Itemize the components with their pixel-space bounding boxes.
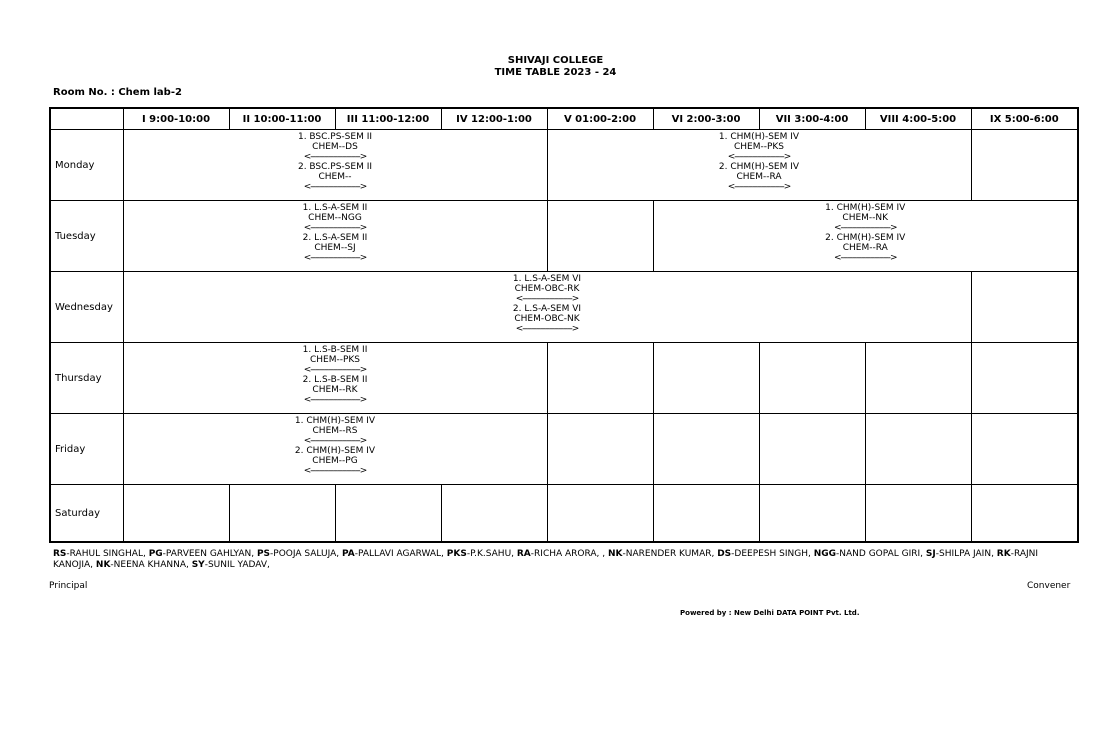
legend-name: POOJA SALUJA, <box>273 549 342 559</box>
period-header: IV 12:00-1:00 <box>441 108 547 130</box>
empty-cell <box>547 414 653 485</box>
empty-cell <box>441 485 547 543</box>
empty-cell <box>123 485 229 543</box>
class-cell <box>123 272 971 343</box>
empty-cell <box>547 201 653 272</box>
legend-name: NAND GOPAL GIRI, <box>839 549 926 559</box>
empty-cell <box>547 485 653 543</box>
empty-cell <box>653 414 759 485</box>
legend-name: P.K.SAHU, <box>470 549 517 559</box>
day-row-friday <box>50 414 1078 485</box>
arrow-divider: <----------------------> <box>515 294 579 304</box>
empty-cell <box>547 343 653 414</box>
legend-code: RK <box>996 549 1011 559</box>
day-row-monday <box>50 130 1078 201</box>
arrow-divider: <----------------------> <box>833 253 897 263</box>
legend-code: NK <box>608 549 623 559</box>
arrow-divider: <----------------------> <box>303 466 367 476</box>
class-cell <box>653 201 1078 272</box>
class-cell <box>123 130 547 201</box>
class-name: 1. L.S-A-SEM VI <box>512 274 582 284</box>
legend-entry: RA-RICHA ARORA, , <box>516 549 608 559</box>
legend-name: RAHUL SINGHAL, <box>69 549 149 559</box>
period-header: V 01:00-2:00 <box>547 108 653 130</box>
arrow-divider: <----------------------> <box>303 395 367 405</box>
teacher-code: CHEM--RA <box>842 243 888 253</box>
period-header: VI 2:00-3:00 <box>653 108 759 130</box>
class-name: 1. CHM(H)-SEM IV <box>825 203 906 213</box>
class-cell <box>547 130 971 201</box>
teacher-code: CHEM-OBC-RK <box>514 284 580 294</box>
day-row-tuesday <box>50 201 1078 272</box>
empty-cell <box>759 485 865 543</box>
legend-entry: SY-SUNIL YADAV, <box>191 560 270 570</box>
teacher-code: CHEM--RK <box>312 385 358 395</box>
legend-entry: RS-RAHUL SINGHAL, <box>53 549 149 559</box>
empty-cell <box>865 485 971 543</box>
legend-code: SY <box>191 560 205 570</box>
teacher-code: CHEM--NK <box>842 213 889 223</box>
arrow-divider: <----------------------> <box>303 253 367 263</box>
teacher-code: CHEM--SJ <box>314 243 356 253</box>
legend-name: DEEPESH SINGH, <box>734 549 814 559</box>
legend-name: PALLAVI AGARWAL, <box>357 549 447 559</box>
corner-cell <box>50 108 123 130</box>
legend-code: PG <box>148 549 163 559</box>
arrow-divider: <----------------------> <box>303 152 367 162</box>
powered-by: Powered by : New Delhi DATA POINT Pvt. Ltd. <box>680 609 860 617</box>
legend-entry: PA-PALLAVI AGARWAL, <box>341 549 447 559</box>
empty-cell <box>971 485 1078 543</box>
period-header: I 9:00-10:00 <box>123 108 229 130</box>
legend-code: DS <box>717 549 732 559</box>
legend-entry: PS-POOJA SALUJA, <box>256 549 342 559</box>
legend-code: PKS <box>446 549 467 559</box>
teacher-code: CHEM-OBC-NK <box>514 314 580 324</box>
teacher-code: CHEM--PKS <box>309 355 361 365</box>
empty-cell <box>865 414 971 485</box>
legend-name: SUNIL YADAV, <box>207 560 270 570</box>
class-name: 2. CHM(H)-SEM IV <box>825 233 906 243</box>
day-row-wednesday <box>50 272 1078 343</box>
legend-entry: NGG-NAND GOPAL GIRI, <box>813 549 926 559</box>
arrow-divider: <----------------------> <box>727 182 791 192</box>
legend-name: RAJNI KANOJIA, <box>53 549 1039 570</box>
day-row-thursday <box>50 343 1078 414</box>
class-cell <box>123 343 547 414</box>
legend-code: NK <box>95 560 111 570</box>
class-cell <box>123 414 547 485</box>
legend-entry: DS-DEEPESH SINGH, <box>717 549 814 559</box>
day-label: Friday <box>50 414 123 485</box>
arrow-divider: <----------------------> <box>515 324 579 334</box>
arrow-divider: <----------------------> <box>303 436 367 446</box>
convener-signature-label: Convener <box>1027 581 1071 591</box>
legend-name: PARVEEN GAHLYAN, <box>165 549 257 559</box>
empty-cell <box>653 343 759 414</box>
legend-code: PA <box>341 549 355 559</box>
class-name: 2. L.S-B-SEM II <box>302 375 368 385</box>
class-name: 1. CHM(H)-SEM IV <box>718 132 800 142</box>
legend-entry: NK-NEENA KHANNA, <box>95 560 192 570</box>
empty-cell <box>971 343 1078 414</box>
day-label: Monday <box>50 130 123 201</box>
arrow-divider: <----------------------> <box>833 223 897 233</box>
teacher-code: CHEM--DS <box>312 142 358 152</box>
arrow-divider: <----------------------> <box>303 182 367 192</box>
class-name: 2. L.S-A-SEM VI <box>512 304 582 314</box>
empty-cell <box>971 272 1078 343</box>
class-name: 1. CHM(H)-SEM IV <box>294 416 376 426</box>
class-name: 2. CHM(H)-SEM IV <box>294 446 376 456</box>
period-header-row <box>50 108 1078 130</box>
teacher-legend <box>53 549 1053 571</box>
period-header: IX 5:00-6:00 <box>971 108 1078 130</box>
arrow-divider: <----------------------> <box>303 223 367 233</box>
class-name: 2. CHM(H)-SEM IV <box>718 162 800 172</box>
day-row-saturday <box>50 485 1078 543</box>
day-label: Thursday <box>50 343 123 414</box>
day-label: Wednesday <box>50 272 123 343</box>
legend-code: RA <box>516 549 531 559</box>
period-header: II 10:00-11:00 <box>229 108 335 130</box>
timetable-title: TIME TABLE 2023 - 24 <box>494 67 617 78</box>
period-header: VIII 4:00-5:00 <box>865 108 971 130</box>
legend-code: PS <box>256 549 271 559</box>
teacher-code: CHEM--NGG <box>308 213 362 223</box>
principal-signature-label: Principal <box>49 581 88 591</box>
timetable-grid <box>49 107 1079 543</box>
empty-cell <box>335 485 441 543</box>
arrow-divider: <----------------------> <box>727 152 791 162</box>
legend-name: RICHA ARORA, , <box>534 549 608 559</box>
legend-entry: SJ-SHILPA JAIN, <box>925 549 997 559</box>
empty-cell <box>865 343 971 414</box>
legend-code: NGG <box>813 549 837 559</box>
empty-cell <box>653 485 759 543</box>
legend-code: RS <box>53 549 67 559</box>
period-header: VII 3:00-4:00 <box>759 108 865 130</box>
teacher-code: CHEM--PKS <box>733 142 785 152</box>
empty-cell <box>759 343 865 414</box>
period-header: III 11:00-12:00 <box>335 108 441 130</box>
empty-cell <box>971 414 1078 485</box>
class-name: 1. BSC.PS-SEM II <box>297 132 373 142</box>
empty-cell <box>229 485 335 543</box>
room-label: Room No. : Chem lab-2 <box>53 87 182 98</box>
legend-name: SHILPA JAIN, <box>939 549 997 559</box>
day-label: Saturday <box>50 485 123 543</box>
legend-name: NARENDER KUMAR, <box>625 549 718 559</box>
legend-name: NEENA KHANNA, <box>113 560 192 570</box>
legend-entry: NK-NARENDER KUMAR, <box>608 549 718 559</box>
legend-entry: RK-RAJNI KANOJIA, <box>53 549 1039 570</box>
empty-cell <box>971 130 1078 201</box>
teacher-code: CHEM--RS <box>312 426 358 436</box>
day-label: Tuesday <box>50 201 123 272</box>
class-cell <box>123 201 547 272</box>
legend-entry: PKS-P.K.SAHU, <box>446 549 517 559</box>
legend-entry: PG-PARVEEN GAHLYAN, <box>148 549 257 559</box>
class-name: 1. L.S-B-SEM II <box>302 345 368 355</box>
teacher-code: CHEM--PG <box>312 456 358 466</box>
arrow-divider: <----------------------> <box>303 365 367 375</box>
class-name: 1. L.S-A-SEM II <box>302 203 368 213</box>
legend-code: SJ <box>925 549 936 559</box>
class-name: 2. BSC.PS-SEM II <box>297 162 373 172</box>
class-name: 2. L.S-A-SEM II <box>302 233 368 243</box>
college-name: SHIVAJI COLLEGE <box>507 55 604 66</box>
teacher-code: CHEM--RA <box>736 172 782 182</box>
teacher-code: CHEM-- <box>318 172 352 182</box>
empty-cell <box>759 414 865 485</box>
